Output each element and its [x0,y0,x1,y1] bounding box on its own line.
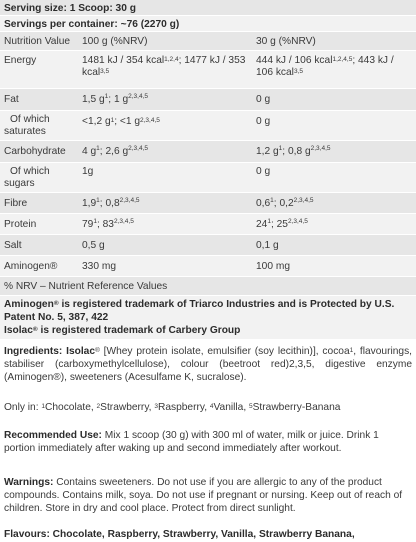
isolac-trademark: Isolac® is registered trademark of Carbery Group [4,325,241,336]
recommended-use: Recommended Use: Mix 1 scoop (30 g) with 300 ml of water, milk or juice. Drink 1 portion immediately after waking up and second immediately after workout. [0,422,416,472]
table-row-saturates [0,111,416,141]
warnings: Warnings: Contains sweeteners. Do not use if you are allergic to any of the product compounds. Contains milk, soya. Do not use if pregnant or nursing. Keep out of reach of children. Store in dry and cool place. Protect from direct sunlight. [0,472,416,522]
row-value-30g: 0 g [256,94,271,105]
row-value-100g: $1,9^1$; 0,8$^{2,3,4,5}$ [82,196,140,209]
row-name: Protein [4,218,37,230]
servings-per-container-row [0,16,416,32]
table-row-aminogen [0,256,416,277]
warnings-label: Warnings: [4,477,54,488]
nrv-note: % NRV – Nutrient Reference Values [0,277,416,296]
serving-size-label: Serving size: [4,3,67,14]
row-value-30g: 444 kJ / 106 kcal$^{1,2,4,5}$; 443 kJ / 106 kcal$^{3,5}$ [256,55,394,78]
only-in-flavours: Only in: $^1$Chocolate, $^2$Strawberry, $^3$Raspberry, $^4$Vanilla, $^5$Strawberry-Banana [0,392,416,422]
aminogen-trademark: Aminogen® is registered trademark of Triarco Industries and is Protected by U.S. Patent No. 5, 387, 422 [4,299,395,323]
table-header [0,32,416,51]
flavours-list: Flavours: Chocolate, Raspberry, Strawberry, Vanilla, Strawberry Banana, [0,522,416,542]
row-value-100g: 0,5 g [82,239,105,251]
trademark-notice [0,296,416,340]
row-value-100g: $79^1$; 83$^{2,3,4,5}$ [82,217,134,230]
header-30g: 30 g (%NRV) [256,35,316,47]
ingredients: Ingredients: Isolac® [Whey protein isolate, emulsifier (soy lecithin)], cocoa$^1$, flavourings, stabiliser (carboxymethylcellulose), colour (beetroot red)2,3,5, digestive enzyme (Aminogen®), sweeteners (Acesulfame K, sucralose). [0,340,416,392]
serving-size-row [0,0,416,16]
row-value-100g: <1,2 $g^1$; <1 $g^{2,3,4,5}$ [82,116,160,127]
row-value-100g: 4 $g^1$; 2,6 $g^{2,3,4,5}$ [82,145,149,157]
table-row-energy [0,51,416,89]
row-value-30g: 0 g [256,116,271,127]
ingredients-label: Ingredients: [4,346,63,357]
table-row-carbohydrate [0,141,416,163]
row-name: Energy [4,55,37,66]
table-row-sugars [0,163,416,193]
row-value-100g: 1481 kJ / 354 kcal$^{1,2,4}$; 1477 kJ / 353 kcal$^{3,5}$ [82,55,246,78]
row-value-30g: 1,2 $g^1$; 0,8 $g^{2,3,4,5}$ [256,145,331,157]
row-value-30g: 0,1 g [256,239,279,251]
row-value-30g: 100 mg [256,260,290,272]
row-name: Aminogen® [4,260,58,272]
header-nutrition-value: Nutrition Value [4,35,71,47]
table-row-salt [0,235,416,256]
row-value-100g: 1,5 $g^1$; 1 $g^{2,3,4,5}$ [82,93,149,105]
table-row-fibre [0,193,416,214]
row-name: Fat [4,94,19,105]
row-name: Of which sugars [4,166,50,189]
row-name: Salt [4,239,22,251]
row-value-30g: $24^1$; 25$^{2,3,4,5}$ [256,217,308,230]
row-value-100g: 1g [82,166,94,177]
row-value-100g: 330 mg [82,260,116,272]
row-name: Fibre [4,197,28,209]
header-100g: 100 g (%NRV) [82,35,148,47]
table-row-protein [0,214,416,235]
servings-per-container-value: ~76 (2270 g) [120,19,180,30]
row-name: Of which saturates [4,114,50,137]
row-value-30g: $0,6^1$; 0,2$^{2,3,4,5}$ [256,196,314,209]
row-value-30g: 0 g [256,166,271,177]
servings-per-container-label: Servings per container: [4,19,118,30]
serving-size-value: 1 Scoop: 30 g [69,3,136,14]
recommended-use-label: Recommended Use: [4,430,102,441]
table-row-fat [0,89,416,111]
row-name: Carbohydrate [4,146,66,157]
